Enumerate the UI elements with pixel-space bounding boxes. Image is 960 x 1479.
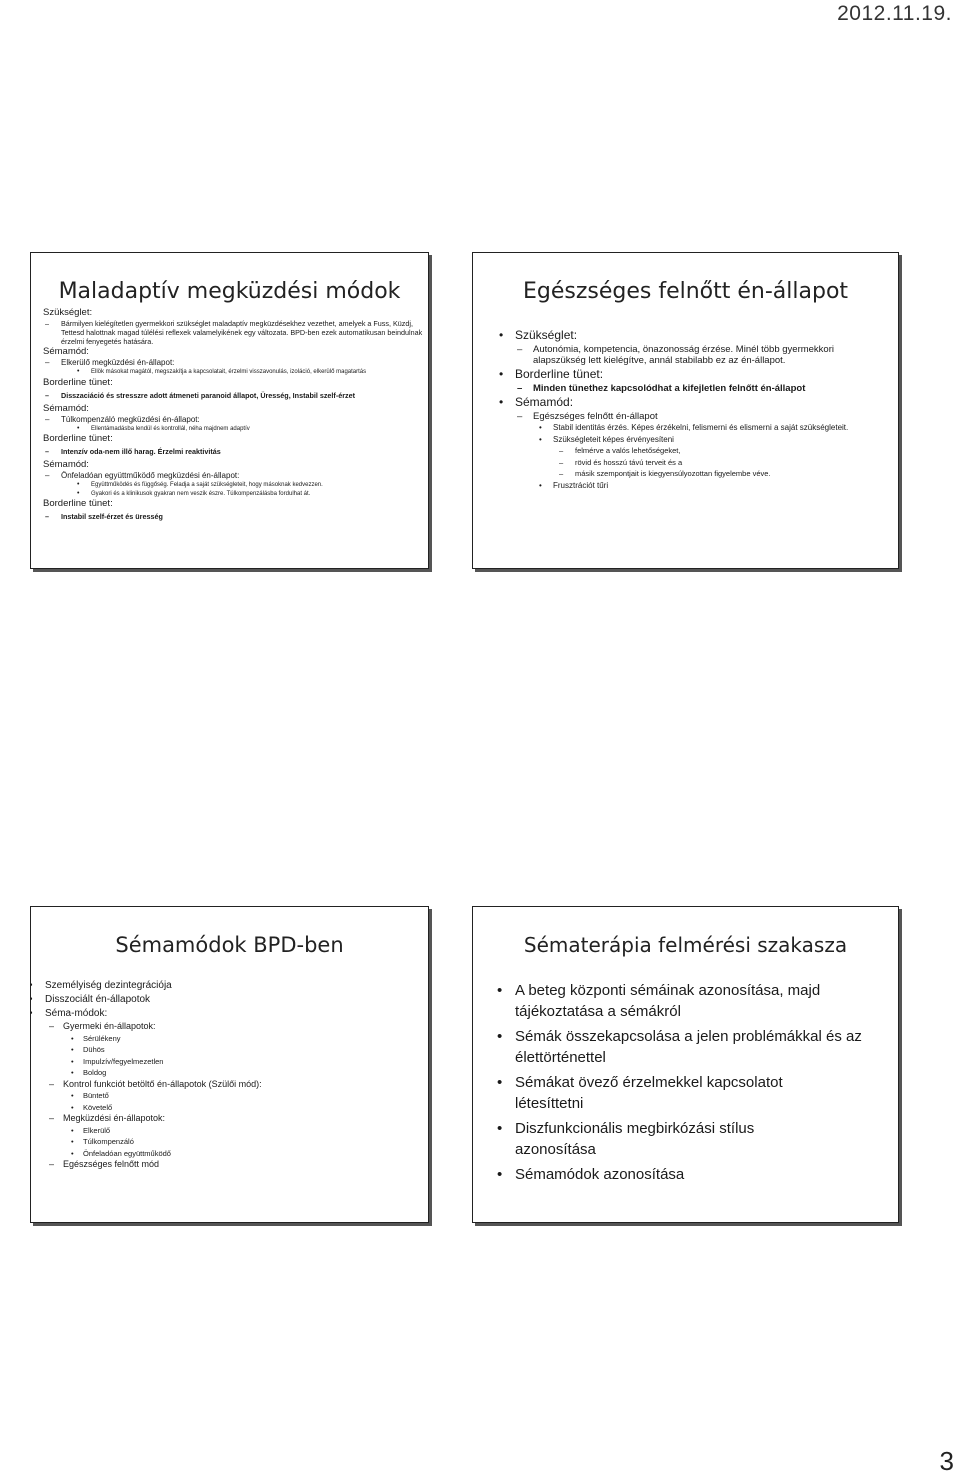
bullet: • Sémák összekapcsolása a jelen problémákkal és az élettörténettel (473, 1027, 863, 1068)
bullet: • Disszociált én-állapotok (31, 993, 429, 1007)
slide-title: Sématerápia felmérési szakasza (523, 933, 848, 957)
date-header: 2012.11.19. (837, 2, 952, 25)
dash-item: – felmérve a valós lehetőségeket, (559, 445, 899, 457)
detail-bullet: • Impulzív/fegyelmezetlen (71, 1056, 429, 1068)
slide-body (31, 979, 429, 1171)
detail-bullet: • Önfeladóan együttműködő (71, 1148, 429, 1160)
slide-body (31, 307, 429, 522)
bullet: • Sémamód: (31, 403, 429, 415)
bullet: • Borderline tünet: (31, 433, 429, 445)
sub-bullet: – Önfeladóan együttműködő megküzdési én-állapot: (43, 471, 429, 481)
slide-body (473, 327, 899, 491)
slide-title: Maladaptív megküzdési módok (58, 279, 401, 304)
bullet: • Borderline tünet: (31, 498, 429, 510)
sub-bullet: – Egészséges felnőtt én-állapot (517, 411, 899, 422)
detail-bullet: • Ellentámadásba lendül és kontrollál, néha majdnem adaptív (79, 425, 429, 434)
slide-body (473, 981, 899, 1191)
slide-healthy-adult (472, 252, 899, 569)
bullet: • Sémamód: (473, 395, 899, 410)
bullet: • Borderline tünet: (473, 367, 899, 382)
bullet: • Borderline tünet: (31, 377, 429, 389)
sub-bullet: – Minden tünethez kapcsolódhat a kifejletlen felnőtt én-állapot (517, 383, 899, 394)
slide-maladaptive-coping (30, 252, 429, 569)
bullet: • Szükséglet: (473, 328, 899, 343)
detail-bullet: • Boldog (71, 1067, 429, 1079)
detail-bullet: • Elkerülő (71, 1125, 429, 1137)
slide-schema-therapy-assessment (472, 906, 899, 1223)
sub-bullet: – Kontrol funkciót betöltő én-állapotok (Szülői mód): (49, 1079, 429, 1091)
sub-bullet: – Disszaciáció és stresszre adott átmeneti paranoid állapot, Üresség, Instabil szelf-érzet (43, 391, 429, 401)
bullet: • Sémamódok azonosítása (473, 1165, 873, 1186)
detail-bullet: • Stabil identitás érzés. Képes érzékelni, felismerni és elismerni a saját szükségleteit. (539, 423, 859, 434)
bullet: • A beteg központi sémáinak azonosítása, majd tájékoztatása a sémákról (473, 981, 853, 1022)
detail-bullet: • Szükségleteit képes érvényesíteni (539, 435, 899, 446)
bullet: • Személyiség dezintegrációja (31, 979, 429, 993)
detail-bullet: • Együttműködés és függőség. Feladja a saját szükségleteit, hogy másoknak kedvezzen. (79, 481, 429, 490)
detail-bullet: • Büntető (71, 1090, 429, 1102)
detail-bullet: • Gyakori és a klinikusok gyakran nem veszik észre. Túlkompenzálásba fordulhat át. (79, 490, 429, 499)
bullet: • Sémamód: (31, 346, 429, 358)
sub-bullet: – Elkerülő megküzdési én-állapot: (43, 358, 429, 368)
sub-bullet: – Instabil szelf-érzet és üresség (43, 512, 429, 522)
detail-bullet: • Dühös (71, 1044, 429, 1056)
detail-bullet: • Túlkompenzáló (71, 1136, 429, 1148)
sub-bullet: – Gyermeki én-állapotok: (49, 1021, 429, 1033)
bullet: • Séma-módok: (31, 1007, 429, 1021)
sub-bullet: – Intenzív oda-nem illő harag. Érzelmi reaktivitás (43, 447, 429, 457)
dash-item: – másik szempontjait is kiegyensúlyozottan figyelembe véve. (559, 468, 899, 480)
page-number: 3 (939, 1446, 954, 1476)
slide-title: Sémamódok BPD-ben (115, 933, 344, 957)
sub-bullet: – Túlkompenzáló megküzdési én-állapot: (43, 415, 429, 425)
detail-bullet: • Sérülékeny (71, 1033, 429, 1045)
dash-item: – rövid és hosszú távú terveit és a (559, 457, 899, 469)
sub-bullet: – Egészséges felnőtt mód (49, 1159, 429, 1171)
slide-title: Egészséges felnőtt én-állapot (522, 279, 849, 304)
sub-bullet: – Bármilyen kielégítetlen gyermekkori szükséglet maladaptív megküzdésekhez vezethet, amelyek a Fuss, Küzdj, Tettesd halottnak magad túlélési reflexek valamelyikének egy változata. BPD-ben ezek automatikusan beindulnak érzelmi fenyegetés hatására. (43, 319, 429, 346)
detail-bullet: • Ellök másokat magától, megszakítja a kapcsolatait, érzelmi visszavonulás, izoláció, elkerülő magatartás (79, 368, 429, 377)
bullet: • Szükséglet: (31, 307, 429, 319)
detail-bullet: • Frusztrációt tűri (539, 481, 899, 492)
bullet: • Sémákat övező érzelmekkel kapcsolatot létesíttetni (473, 1073, 843, 1114)
bullet: • Diszfunkcionális megbirkózási stílus azonosítása (473, 1119, 813, 1160)
sub-bullet: – Megküzdési én-állapotok: (49, 1113, 429, 1125)
sub-bullet: – Autonómia, kompetencia, önazonosság érzése. Minél több gyermekkori alapszükség lett kielégítve, annál stabilabb ez az én-állapot. (517, 344, 857, 366)
bullet: • Sémamód: (31, 459, 429, 471)
slide-schema-modes-bpd (30, 906, 429, 1223)
detail-bullet: • Követelő (71, 1102, 429, 1114)
